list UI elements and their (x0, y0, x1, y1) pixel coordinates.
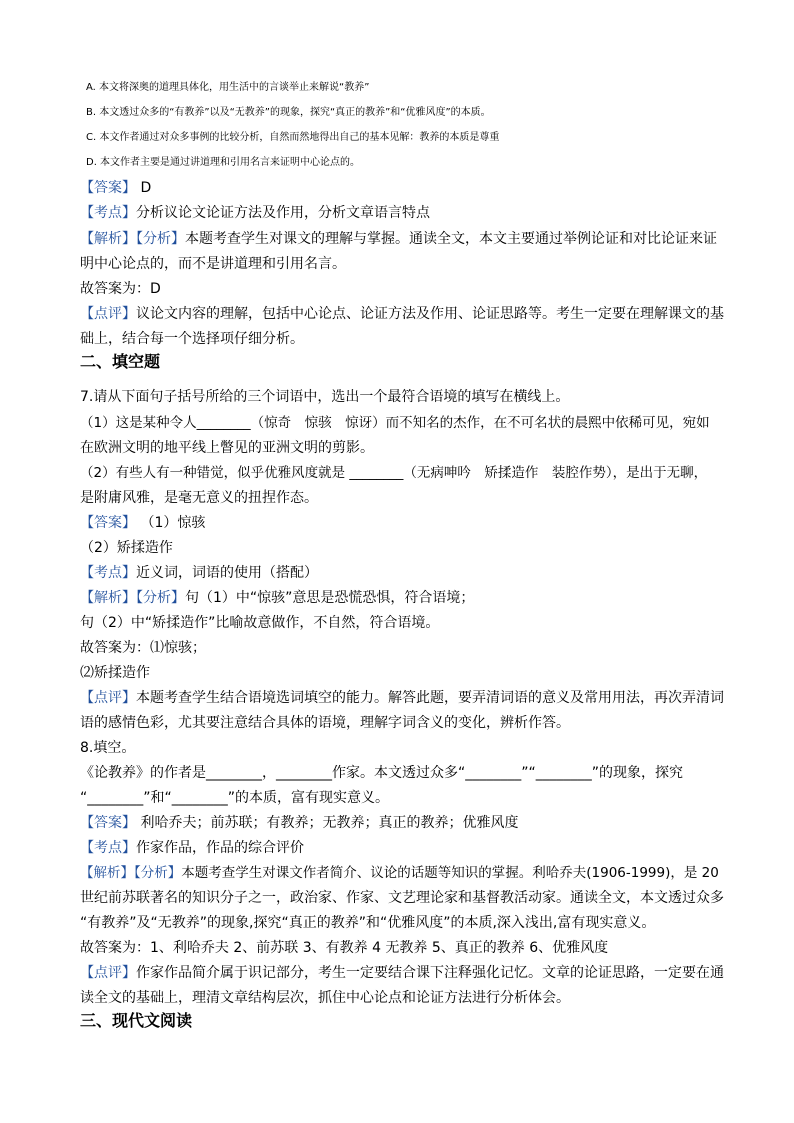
q7-final-2: ⑵矫揉造作 (80, 665, 150, 681)
q8-comment-line-2: 读全文的基础上，理清文章结构层次，抓住中心论点和论证方法进行分析体会。 (80, 990, 570, 1006)
q8-answer: 利哈乔夫；前苏联；有教养；无教养；真正的教养；优雅风度 (136, 815, 519, 831)
q8-point: 作家作品，作品的综合评价 (136, 840, 304, 856)
fenxi-tag: 【分析】 (134, 865, 182, 881)
q8-final-answer: 故答案为：1、利哈乔夫 2、前苏联 3、有教养 4 无教养 5、真正的教养 6、优雅风度 (80, 940, 609, 956)
q6-comment-line-1 (80, 305, 724, 323)
option-c: C. 本文作者通过对众多事例的比较分析，自然而然地得出自己的基本见解：教养的本质是尊重 (86, 132, 500, 143)
q7-stem: 7.请从下面句子括号所给的三个词语中，选出一个最符合语境的填写在横线上。 (80, 389, 570, 405)
q7-comment-line-1 (80, 689, 724, 707)
q7-answer-2: （2）矫揉造作 (80, 540, 173, 556)
q6-analysis-line-2: 明中心论点的，而不是讲道理和引用名言。 (80, 256, 346, 272)
q7-analysis-line-1 (80, 589, 720, 607)
comment-tag: 【点评】 (80, 690, 136, 706)
q8-analysis-1: 本题考查学生对课文作者简介、议论的话题等知识的掌握。利哈乔夫(1906-1999)，是 20 (181, 865, 719, 881)
q8-answer-line (80, 814, 720, 832)
q8-comment-1: 作家作品简介属于识记部分，考生一定要结合课下注释强化记忆。文章的论证思路，一定要在通 (136, 965, 724, 981)
q6-analysis-1: 本题考查学生对课文的理解与掌握。通读全文，本文主要通过举例论证和对比论证来证 (185, 231, 717, 247)
q8-analysis-line-3: “有教养”及“无教养”的现象,探究“真正的教养”和“优雅风度”的本质,深入浅出,富有现实意义。 (80, 915, 656, 931)
q8-point-line (80, 839, 720, 857)
q7-answer-line (80, 514, 720, 532)
option-d: D. 本文作者主要是通过讲道理和引用名言来证明中心论点的。 (86, 157, 361, 168)
q8-stem: 8.填空。 (80, 740, 136, 756)
fenxi-tag: 【分析】 (136, 590, 185, 606)
option-b: B. 本文透过众多的“有教养”以及“无教养”的现象，探究“真正的教养”和“优雅风度”的本质。 (86, 107, 491, 118)
comment-tag: 【点评】 (80, 965, 136, 981)
comment-tag: 【点评】 (80, 306, 136, 322)
answer-tag: 【答案】 (80, 180, 136, 196)
option-a: A. 本文将深奥的道理具体化，用生活中的言谈举止来解说“教养” (86, 82, 370, 93)
q7-sentence2-line1: （2）有些人有一种错觉，似乎优雅风度就是 ________（无病呻吟 矫揉造作 装腔作势），是出于无聊， (80, 465, 708, 481)
q8-blank-line-1: 《论教养》的作者是________，________作家。本文透过众多“________”“________”的现象，探究 (80, 765, 684, 781)
section-title-modern-reading: 三、现代文阅读 (80, 1011, 193, 1030)
q7-comment-line-2: 语的感情色彩，尤其要注意结合具体的语境，理解字词含义的变化，辨析作答。 (80, 715, 570, 731)
q7-final-1: 故答案为：⑴惊骇； (80, 640, 206, 656)
q7-sentence1-line2: 在欧洲文明的地平线上瞥见的亚洲文明的剪影。 (80, 440, 374, 456)
q7-sentence1-line1: （1）这是某种令人________（惊奇 惊骇 惊讶）而不知名的杰作，在不可名状的晨熙中依稀可见，宛如 (80, 415, 710, 431)
q7-point-line (80, 564, 720, 582)
q7-comment-1: 本题考查学生结合语境选词填空的能力。解答此题，要弄清词语的意义及常用用法，再次弄清词 (136, 690, 724, 706)
q6-final-answer: 故答案为：D (80, 281, 161, 297)
q6-answer-line (80, 179, 720, 197)
answer-tag: 【答案】 (80, 815, 136, 831)
analysis-tag: 【解析】 (80, 590, 136, 606)
answer-tag: 【答案】 (80, 515, 136, 531)
analysis-tag: 【解析】 (80, 231, 136, 247)
q6-answer: D (136, 180, 152, 196)
point-tag: 【考点】 (80, 565, 136, 581)
q7-answer-1: （1）惊骇 (136, 515, 206, 531)
q7-point: 近义词，词语的使用（搭配） (136, 565, 318, 581)
q6-point-line (80, 204, 720, 222)
section-title-fill-blank: 二、填空题 (80, 352, 161, 371)
q6-analysis-line-1 (80, 230, 720, 248)
point-tag: 【考点】 (80, 205, 136, 221)
q8-analysis-line-1 (80, 864, 720, 882)
point-tag: 【考点】 (80, 840, 136, 856)
q8-blank-line-2: “________”和“________”的本质，富有现实意义。 (80, 790, 390, 806)
q7-analysis-1: 句（1）中“惊骇”意思是恐慌恐惧，符合语境； (185, 590, 475, 606)
q8-comment-line-1 (80, 964, 724, 982)
q6-comment-1: 议论文内容的理解，包括中心论点、论证方法及作用、论证思路等。考生一定要在理解课文的基 (136, 306, 724, 322)
fenxi-tag: 【分析】 (136, 231, 185, 247)
q8-analysis-line-2: 世纪前苏联著名的知识分子之一，政治家、作家、文艺理论家和基督教活动家。通读全文，本文透过众多 (80, 890, 724, 906)
analysis-tag: 【解析】 (80, 865, 134, 881)
q7-analysis-line-2: 句（2）中“矫揉造作”比喻故意做作，不自然，符合语境。 (80, 615, 440, 631)
q7-sentence2-line2: 是附庸风雅，是毫无意义的扭捏作态。 (80, 490, 318, 506)
q6-point: 分析议论文论证方法及作用，分析文章语言特点 (136, 205, 430, 221)
q6-comment-line-2: 础上，结合每一个选择项仔细分析。 (80, 331, 304, 347)
